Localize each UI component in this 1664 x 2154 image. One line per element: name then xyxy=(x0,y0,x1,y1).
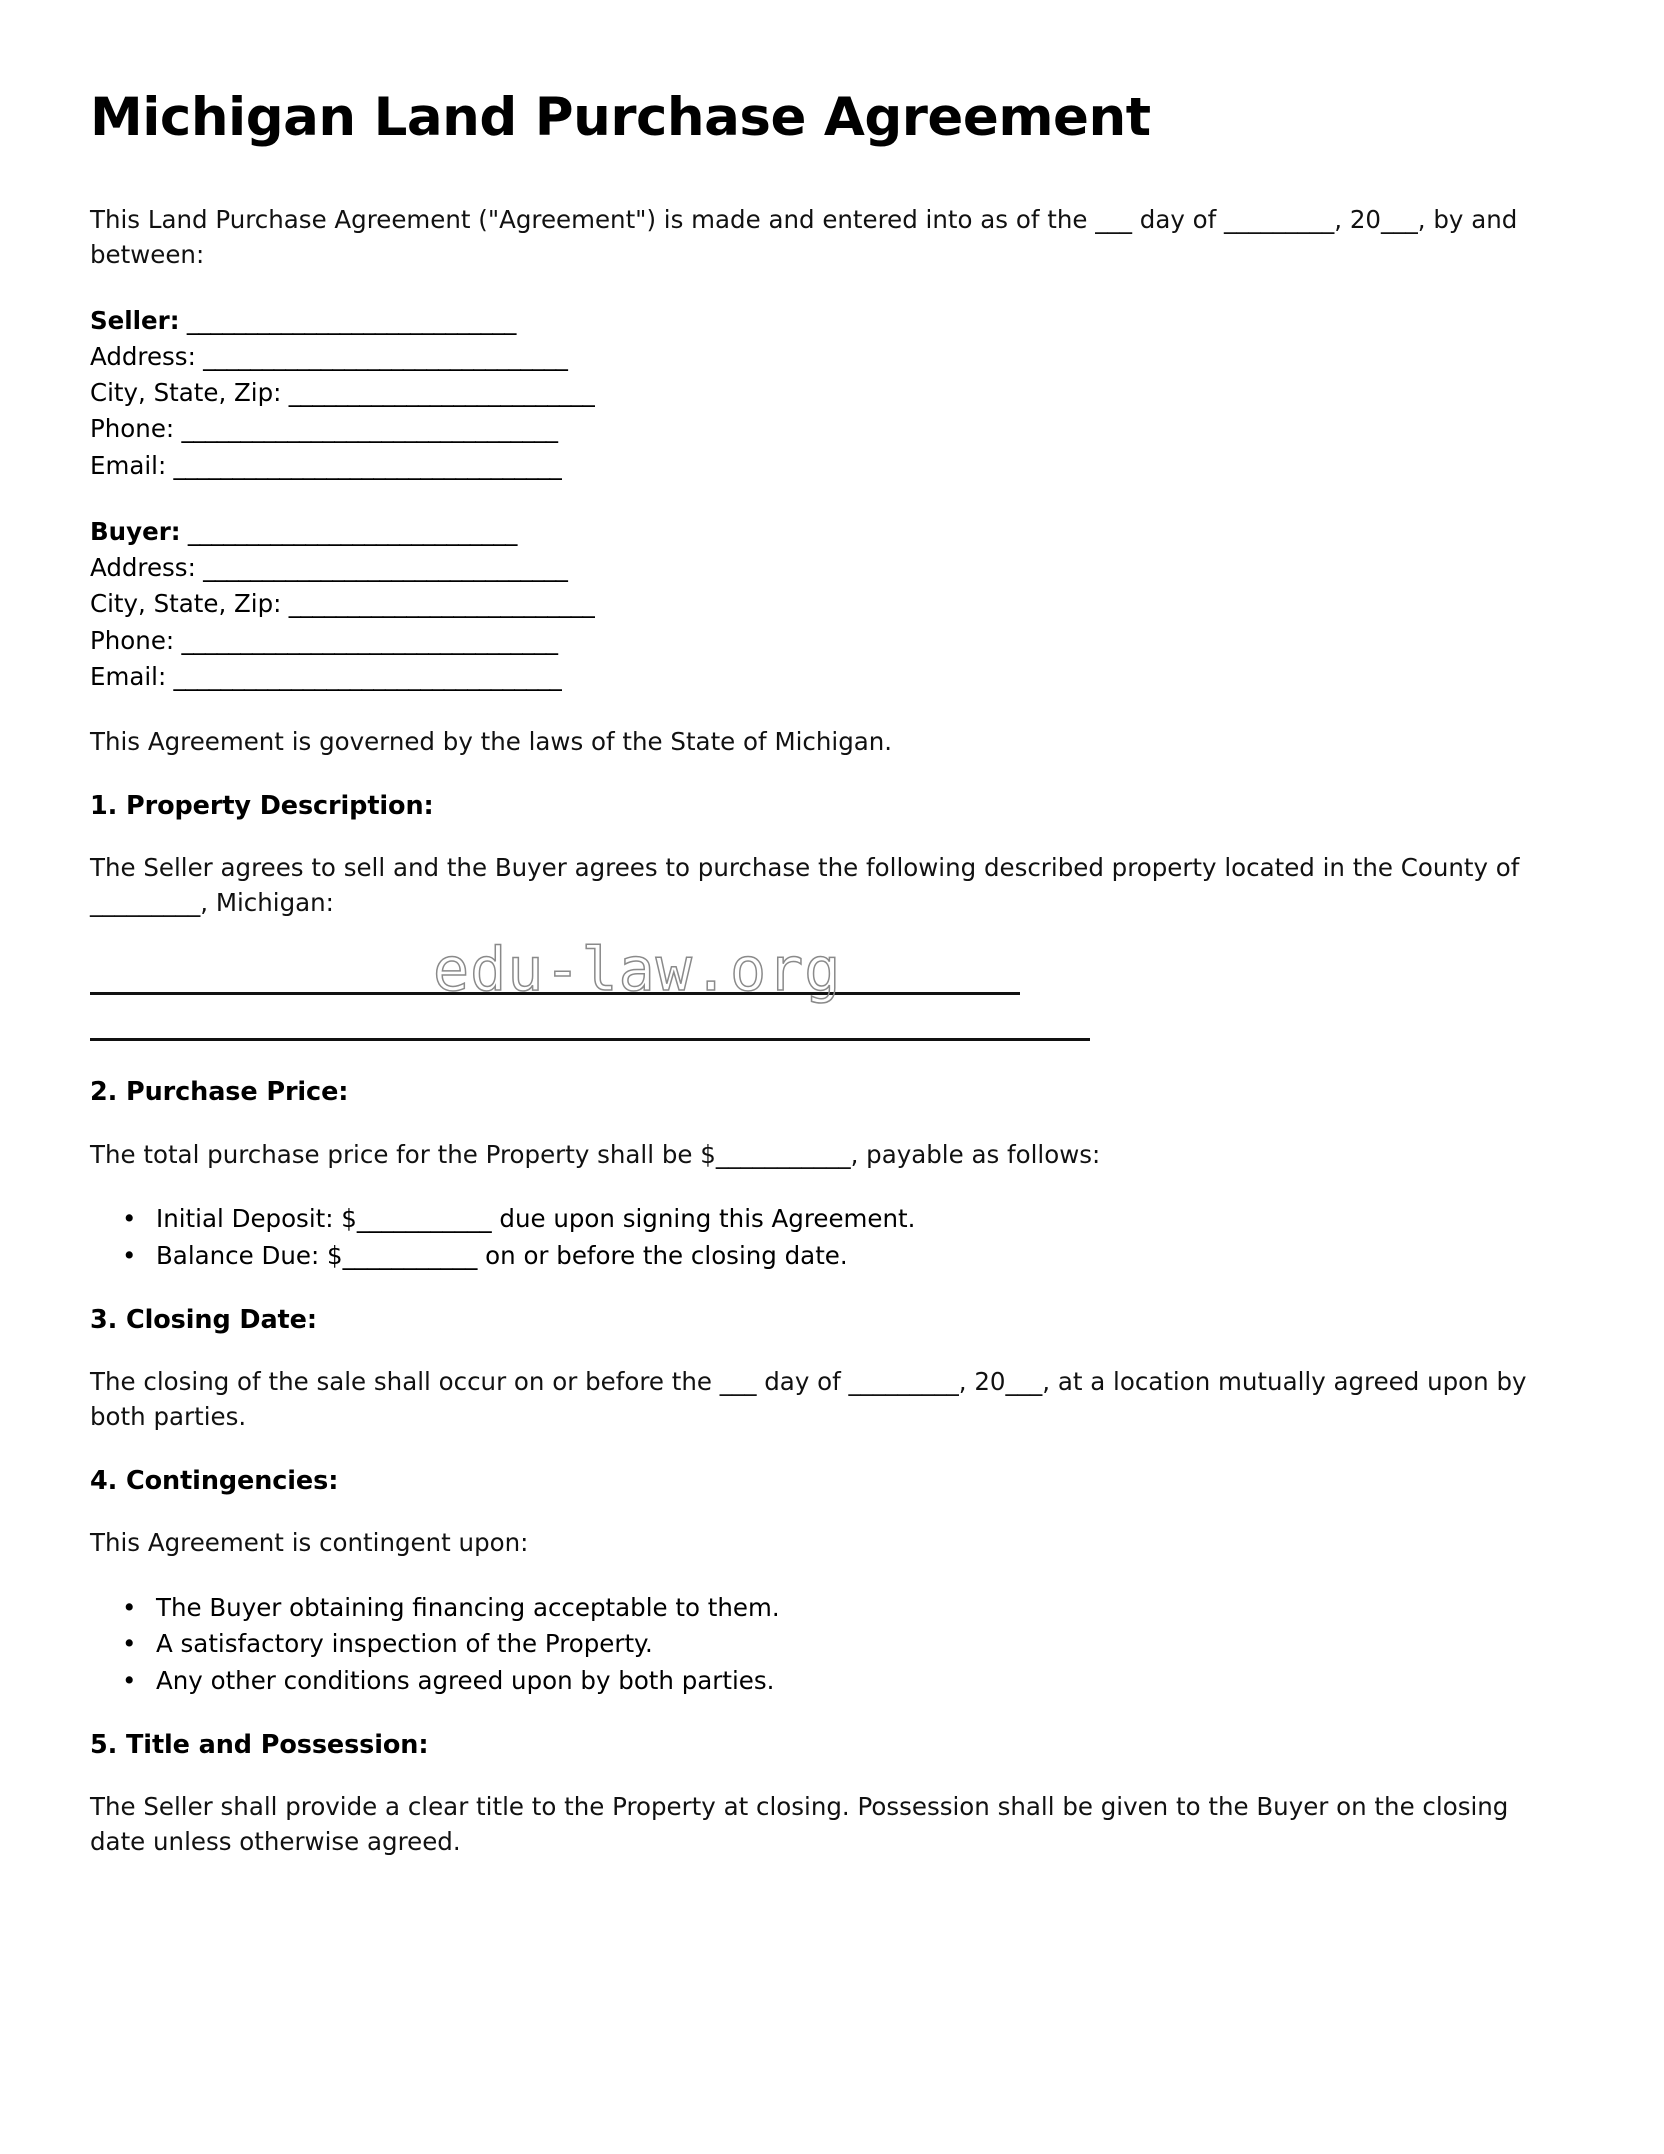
section-heading-closing-date: 3. Closing Date: xyxy=(90,1304,317,1335)
contingencies-paragraph: This Agreement is contingent upon: xyxy=(90,1527,529,1557)
buyer-phone-label: Phone: xyxy=(90,625,175,655)
closing-date-paragraph: The closing of the sale shall occur on or before the ___ day of _________, 20___, at a location mutually agreed upon by both parties. xyxy=(90,1367,1527,1431)
seller-city-state-zip-blank[interactable]: __________________________ xyxy=(281,378,595,407)
section-heading-purchase-price: 2. Purchase Price: xyxy=(90,1077,349,1108)
list-item: • A satisfactory inspection of the Property. xyxy=(156,1627,1552,1662)
list-item: • Initial Deposit: $___________ due upon signing this Agreement. xyxy=(156,1202,1552,1237)
buyer-address-label: Address: xyxy=(90,553,196,582)
seller-address-blank[interactable]: _______________________________ xyxy=(195,341,568,371)
seller-phone-line xyxy=(90,411,1552,447)
contingencies-bullet-list xyxy=(90,1591,1552,1699)
seller-email-label: Email: xyxy=(90,450,167,480)
section-heading-contingencies: 4. Contingencies: xyxy=(90,1465,339,1496)
seller-phone-blank[interactable]: ________________________________ xyxy=(174,414,558,444)
buyer-address-blank[interactable]: _______________________________ xyxy=(195,553,568,582)
list-item: • The Buyer obtaining financing acceptable to them. xyxy=(156,1591,1552,1626)
buyer-block xyxy=(90,514,1552,695)
property-description-blank-lines xyxy=(90,935,1552,1042)
purchase-price-paragraph: The total purchase price for the Property shall be $___________, payable as follows: xyxy=(90,1139,1101,1169)
buyer-email-blank[interactable]: _________________________________ xyxy=(166,661,562,691)
buyer-name-blank[interactable]: ____________________________ xyxy=(180,516,517,546)
buyer-address-line xyxy=(90,550,1552,586)
list-item: • Any other conditions agreed upon by both parties. xyxy=(156,1664,1552,1699)
seller-address-line xyxy=(90,339,1552,375)
seller-phone-label: Phone: xyxy=(90,414,175,444)
section-heading-property-description: 1. Property Description: xyxy=(90,790,434,821)
section-heading-title-and-possession: 5. Title and Possession: xyxy=(90,1729,429,1760)
list-item: • Balance Due: $___________ on or before the closing date. xyxy=(156,1239,1552,1274)
seller-city-state-zip-label: City, State, Zip: xyxy=(90,378,282,407)
buyer-label: Buyer: xyxy=(90,516,181,546)
buyer-city-state-zip-label: City, State, Zip: xyxy=(90,589,282,619)
buyer-city-state-zip-blank[interactable]: __________________________ xyxy=(281,589,595,619)
intro-paragraph: This Land Purchase Agreement ("Agreement") is made and entered into as of the ___ day of _________, 20___, by and between: xyxy=(90,204,1518,269)
seller-label: Seller: xyxy=(90,305,180,335)
buyer-city-state-zip-line xyxy=(90,586,1552,622)
buyer-phone-line xyxy=(90,623,1552,659)
governing-law-paragraph: This Agreement is governed by the laws of the State of Michigan. xyxy=(90,727,893,756)
property-description-line-2[interactable] xyxy=(90,1038,1090,1041)
seller-block xyxy=(90,303,1552,484)
buyer-email-line xyxy=(90,659,1552,695)
seller-city-state-zip-line xyxy=(90,375,1552,411)
seller-name-line xyxy=(90,303,1552,339)
property-description-line-1[interactable] xyxy=(90,992,1020,995)
seller-email-blank[interactable]: _________________________________ xyxy=(166,450,562,480)
seller-address-label: Address: xyxy=(90,341,196,371)
seller-email-line xyxy=(90,448,1552,484)
page-title: Michigan Land Purchase Agreement xyxy=(90,87,1151,148)
watermark-text: edu-law.org xyxy=(433,935,842,1006)
property-description-paragraph: The Seller agrees to sell and the Buyer agrees to purchase the following described property located in the County of _________, Michigan: xyxy=(90,852,1520,917)
buyer-phone-blank[interactable]: ________________________________ xyxy=(174,625,558,655)
seller-name-blank[interactable]: ____________________________ xyxy=(179,305,516,335)
buyer-email-label: Email: xyxy=(90,661,167,691)
title-and-possession-paragraph: The Seller shall provide a clear title to the Property at closing. Possession shall be given to the Buyer on the closing date unless otherwise agreed. xyxy=(90,1792,1509,1856)
buyer-name-line xyxy=(90,514,1552,550)
purchase-price-bullet-list xyxy=(90,1202,1552,1274)
